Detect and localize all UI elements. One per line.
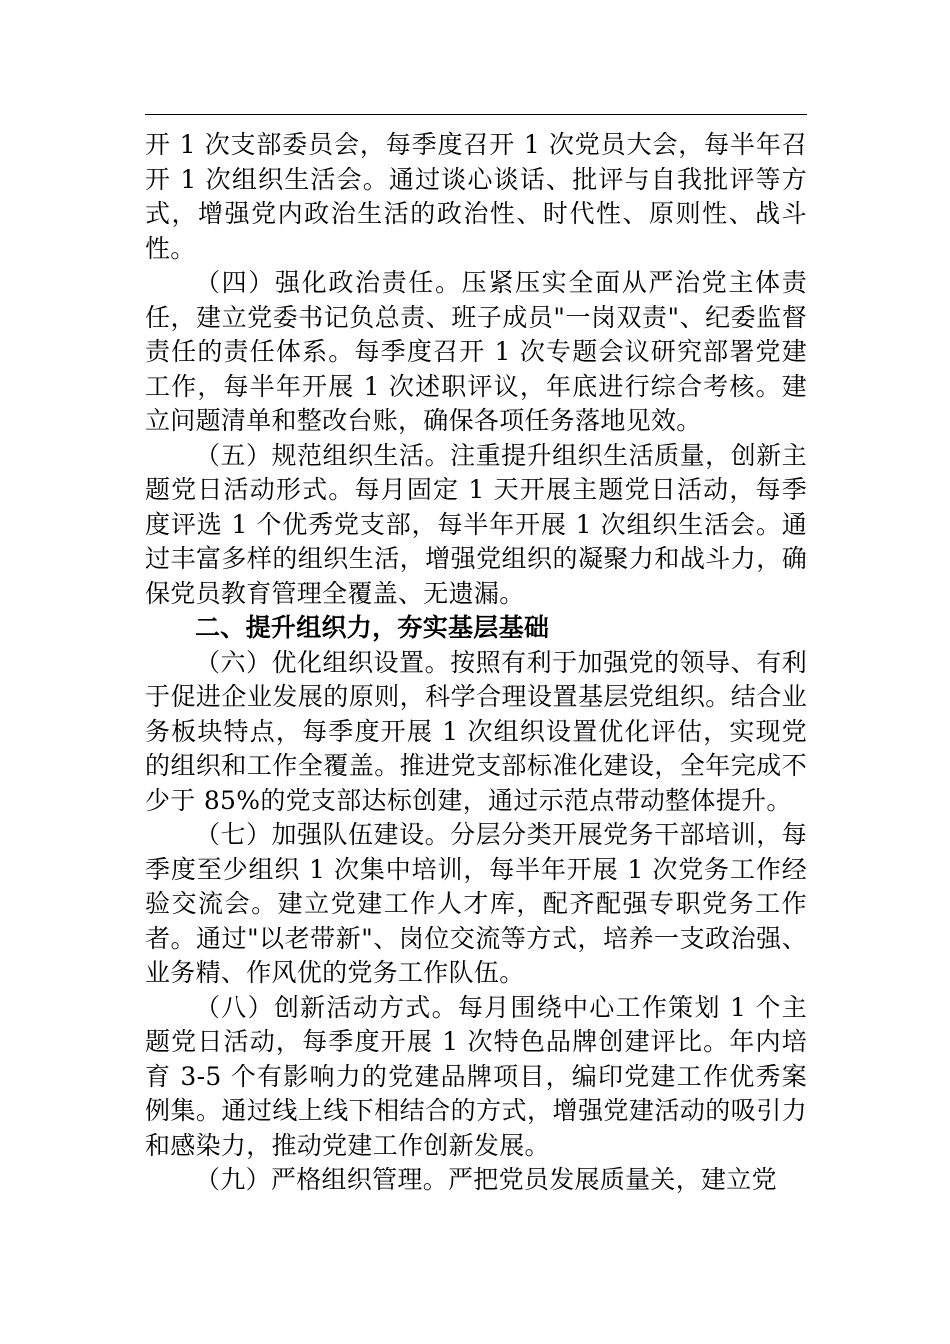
- paragraph-section-5: （五）规范组织生活。注重提升组织生活质量，创新主题党日活动形式。每月固定 1 天开展主题党日活动，每季度评选 1 个优秀党支部，每半年开展 1 次组织生活会。通过丰富多样的组织生活，增强党组织的凝聚力和战斗力，确保党员教育管理全覆盖、无遗漏。: [145, 440, 807, 608]
- header-rule: [145, 114, 807, 115]
- section-heading-2: 二、提升组织力，夯实基层基础: [195, 613, 550, 642]
- document-body: [145, 128, 807, 1198]
- document-page: [145, 0, 807, 1344]
- paragraph-continuation: 开 1 次支部委员会，每季度召开 1 次党员大会，每半年召开 1 次组织生活会。通过谈心谈话、批评与自我批评等方式，增强党内政治生活的政治性、时代性、原则性、战斗性。: [145, 130, 807, 263]
- paragraph-section-6: （六）优化组织设置。按照有利于加强党的领导、有利于促进企业发展的原则，科学合理设置基层党组织。结合业务板块特点，每季度开展 1 次组织设置优化评估，实现党的组织和工作全覆盖。推进党支部标准化建设，全年完成不少于 85%的党支部达标创建，通过示范点带动整体提升。: [145, 647, 807, 815]
- paragraph-section-7: （七）加强队伍建设。分层分类开展党务干部培训，每季度至少组织 1 次集中培训，每半年开展 1 次党务工作经验交流会。建立党建工作人才库，配齐配强专职党务工作者。通过"以老带新"、岗位交流等方式，培养一支政治强、业务精、作风优的党务工作队伍。: [145, 820, 807, 987]
- paragraph-section-4: （四）强化政治责任。压紧压实全面从严治党主体责任，建立党委书记负总责、班子成员"一岗双责"、纪委监督责任的责任体系。每季度召开 1 次专题会议研究部署党建工作，每半年开展 1 次述职评议，年底进行综合考核。建立问题清单和整改台账，确保各项任务落地见效。: [145, 268, 807, 435]
- paragraph-section-8: （八）创新活动方式。每月围绕中心工作策划 1 个主题党日活动，每季度开展 1 次特色品牌创建评比。年内培育 3-5 个有影响力的党建品牌项目，编印党建工作优秀案例集。通过线上线下相结合的方式，增强党建活动的吸引力和感染力，推动党建工作创新发展。: [145, 992, 807, 1160]
- paragraph-section-9: （九）严格组织管理。严把党员发展质量关，建立党: [195, 1165, 777, 1194]
